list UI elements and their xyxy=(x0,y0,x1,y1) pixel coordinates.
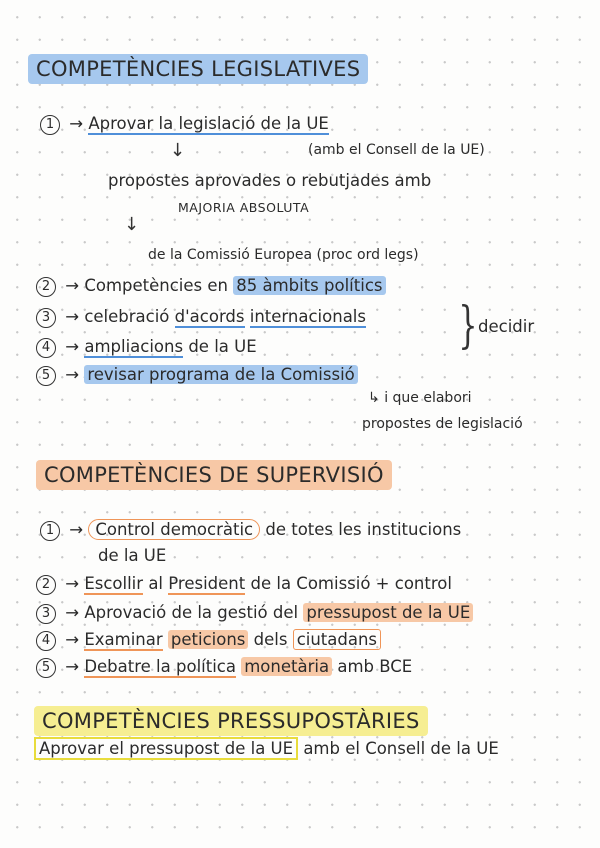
item-text: de la UE xyxy=(188,337,257,356)
budget-title: COMPETÈNCIES PRESSUPOSTÀRIES xyxy=(34,706,428,736)
supervision-item-1 xyxy=(40,519,461,541)
arrow-right-icon: → xyxy=(65,307,80,326)
item-text: de la Comissió + control xyxy=(250,574,452,593)
arrow-right-icon: → xyxy=(65,365,80,384)
budget-item xyxy=(34,738,499,760)
item-text: Aprovar la legislació de la UE xyxy=(88,114,329,133)
underline-text: President xyxy=(168,574,246,593)
item-text: amb BCE xyxy=(337,657,413,676)
arrow-return-icon: ↳ xyxy=(368,390,380,406)
number-badge: 4 xyxy=(36,631,56,651)
arrow-down-icon: ↓ xyxy=(124,214,140,235)
number-badge: 5 xyxy=(36,366,56,386)
number-badge: 3 xyxy=(36,308,56,328)
underline-text: internacionals xyxy=(249,307,366,326)
legislative-item-3 xyxy=(36,306,366,328)
supervision-item-2 xyxy=(36,573,452,595)
item-text: Aprovació de la gestió del xyxy=(84,603,299,622)
legislative-note-2: propostes de legislació xyxy=(362,416,523,432)
legislative-item-1-with: (amb el Consell de la UE) xyxy=(308,142,485,158)
number-badge: 2 xyxy=(36,277,56,297)
item-text: celebració xyxy=(84,307,170,326)
item-text: Competències en xyxy=(84,276,228,295)
arrow-right-icon: → xyxy=(69,114,84,133)
legislative-item-2 xyxy=(36,275,386,297)
item-text: amb el Consell de la UE xyxy=(303,739,499,758)
boxed-text: ciutadans xyxy=(293,629,381,650)
supervision-item-5 xyxy=(36,656,412,678)
highlight-text: monetària xyxy=(241,657,332,676)
brace-icon: } xyxy=(458,296,478,354)
highlight-text: 85 àmbits polítics xyxy=(233,276,385,295)
underline-text: Escollir xyxy=(84,574,144,593)
number-badge: 2 xyxy=(36,575,56,595)
legislative-item-4 xyxy=(36,336,257,358)
item-text: de totes les institucions xyxy=(265,520,462,539)
legislative-commission: de la Comissió Europea (proc ord legs) xyxy=(148,247,419,263)
boxed-text: Control democràtic xyxy=(88,519,260,540)
underline-text: d'acords xyxy=(174,307,245,326)
legislative-majority: MAJORIA ABSOLUTA xyxy=(178,200,310,215)
legislative-title: COMPETÈNCIES LEGISLATIVES xyxy=(28,54,368,84)
highlight-text: peticions xyxy=(168,630,248,649)
legislative-item-1-detail: propostes aprovades o rebutjades amb xyxy=(108,171,432,190)
supervision-item-4 xyxy=(36,629,381,651)
underline-text: Examinar xyxy=(84,630,163,649)
brace-label: decidir xyxy=(478,317,535,336)
highlight-text: revisar programa de la Comissió xyxy=(84,365,357,384)
highlight-text: pressupost de la UE xyxy=(303,603,473,622)
arrow-right-icon: → xyxy=(65,603,80,622)
number-badge: 3 xyxy=(36,604,56,624)
arrow-right-icon: → xyxy=(65,630,80,649)
arrow-right-icon: → xyxy=(65,276,80,295)
arrow-right-icon: → xyxy=(65,337,80,356)
underline-text: Debatre la política xyxy=(84,657,236,676)
supervision-item-3 xyxy=(36,602,473,624)
supervision-item-1-cont: de la UE xyxy=(98,546,167,565)
supervision-title: COMPETÈNCIES DE SUPERVISIÓ xyxy=(36,460,392,490)
boxed-text: Aprovar el pressupost de la UE xyxy=(34,737,298,760)
legislative-item-1 xyxy=(40,113,329,135)
arrow-down-icon: ↓ xyxy=(170,140,186,161)
number-badge: 5 xyxy=(36,658,56,678)
arrow-right-icon: → xyxy=(65,574,80,593)
arrow-right-icon: → xyxy=(65,657,80,676)
number-badge: 4 xyxy=(36,338,56,358)
legislative-note: ↳ i que elabori xyxy=(368,390,472,406)
item-text: dels xyxy=(253,630,288,649)
item-text: al xyxy=(148,574,164,593)
number-badge: 1 xyxy=(40,115,60,135)
legislative-item-5 xyxy=(36,364,358,386)
arrow-right-icon: → xyxy=(69,520,84,539)
underline-text: ampliacions xyxy=(84,337,184,356)
number-badge: 1 xyxy=(40,521,60,541)
